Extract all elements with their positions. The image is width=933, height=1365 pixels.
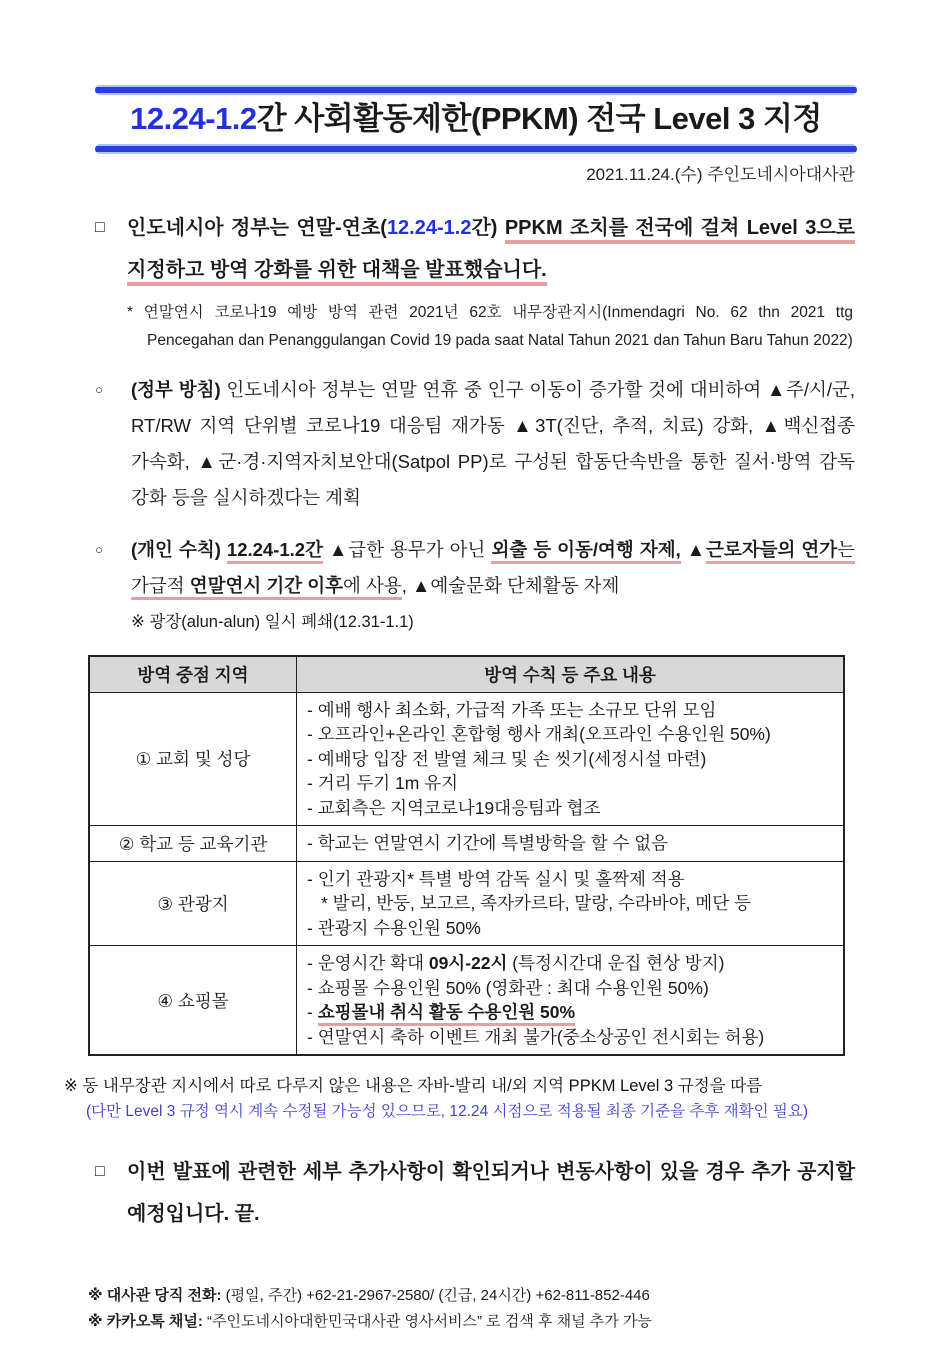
personal-rules-underline-2: 에 사용 xyxy=(343,575,402,600)
title-bottom-rule xyxy=(95,144,857,154)
rule-line: - 예배당 입장 전 발열 체크 및 손 씻기(세정시설 마련) xyxy=(307,748,707,769)
rules-cell xyxy=(297,826,845,862)
area-cell: ② 학교 등 교육기관 xyxy=(89,826,297,862)
rule-line xyxy=(307,1000,833,1025)
rule-line: - 예배 행사 최소화, 가급적 가족 또는 소규모 단위 모임 xyxy=(307,699,717,720)
area-cell: ④ 쇼핑몰 xyxy=(89,946,297,1056)
closing-paragraph xyxy=(95,1151,855,1235)
area-cell: ① 교회 및 성당 xyxy=(89,692,297,826)
rule-line: - 거리 두기 1m 유지 xyxy=(307,773,459,794)
rule-line: - 쇼핑몰 수용인원 50% (영화관 : 최대 수용인원 50%) xyxy=(307,977,709,998)
table-header xyxy=(89,656,844,693)
intro-text-2: 간) xyxy=(471,216,505,239)
header-area-column: 방역 중점 지역 xyxy=(89,656,297,693)
closing-text: 이번 발표에 관련한 세부 추가사항이 확인되거나 변동사항이 있을 경우 추가 공지할 예정입니다. 끝. xyxy=(127,1160,855,1225)
rules-cell xyxy=(297,692,845,826)
intro-text-1: 인도네시아 정부는 연말-연초( xyxy=(127,216,387,239)
square-bullet-icon: □ xyxy=(95,1162,105,1180)
rule-subline: * 발리, 반둥, 보고르, 족자카르타, 말랑, 수라바야, 메단 등 xyxy=(321,893,751,914)
rule-line: - 연말연시 축하 이벤트 개최 불가(중소상공인 전시회는 허용) xyxy=(307,1026,765,1047)
rule-line: - 교회측은 지역코로나19대응팀과 협조 xyxy=(307,797,601,818)
scope-note xyxy=(64,1074,893,1124)
quarantine-rules-table xyxy=(88,655,845,1057)
rule-line xyxy=(307,951,833,976)
decree-footnote: * 연말연시 코로나19 예방 방역 관련 2021년 62호 내무장관지시(Inmendagri No. 62 thn 2021 ttg Pencegahan dan Penanggulangan Covid 19 pada saat Natal Tahun 2021 dan Tahun Baru Tahun 2022) xyxy=(127,303,853,350)
gov-policy-label: (정부 방침) xyxy=(131,379,221,401)
document-page xyxy=(0,85,933,1365)
title-block xyxy=(95,85,857,154)
personal-rules-underline-1: 는 가급적 xyxy=(131,539,855,600)
personal-rules-text-3: , ▲예술문화 단체활동 자제 xyxy=(401,575,620,597)
personal-rules-label: (개인 수칙) xyxy=(131,539,227,561)
intro-underlined-statement: PPKM 조치를 전국에 걸쳐 Level 3으로 지정하고 방역 강화를 위한 대책을 발표했습니다. xyxy=(127,217,855,286)
circle-bullet-icon: ○ xyxy=(95,382,103,398)
table-row-shopping-malls xyxy=(89,946,844,1056)
rule-line: - 인기 관광지* 특별 방역 감독 실시 및 홀짝제 적용 xyxy=(307,868,685,889)
contact-footer xyxy=(88,1283,873,1336)
duty-phone-value: (평일, 주간) +62-21-2967-2580/ (긴급, 24시간) +62-811-852-446 xyxy=(221,1286,650,1304)
page-title xyxy=(95,100,857,139)
area-cell: ③ 관광지 xyxy=(89,861,297,946)
kakao-channel-value: “주인도네시아대한민국대사관 영사서비스” 로 검색 후 채널 추가 가능 xyxy=(202,1312,652,1330)
kakao-channel-line xyxy=(88,1309,873,1335)
personal-rules-highlight-1: 외출 등 이동/여행 자제, xyxy=(491,539,680,564)
rule-bold-hours: 09시-22시 xyxy=(428,953,508,974)
intro-paragraph xyxy=(95,207,855,291)
square-closure-note: ※ 광장(alun-alun) 일시 폐쇄(12.31-1.1) xyxy=(131,613,414,632)
title-text: 간 사회활동제한(PPKM) 전국 Level 3 지정 xyxy=(256,101,822,136)
personal-rules-highlight-3: 연말연시 기간 이후 xyxy=(190,575,343,600)
table-row-churches xyxy=(89,692,844,826)
duty-phone-label: ※ 대사관 당직 전화: xyxy=(88,1286,222,1304)
title-date-range: 12.24-1.2 xyxy=(130,101,257,136)
personal-rules-text-1: ▲급한 용무가 아닌 xyxy=(322,539,492,561)
header-rules-column: 방역 수칙 등 주요 내용 xyxy=(297,656,845,693)
kakao-channel-label: ※ 카카오톡 채널: xyxy=(88,1312,203,1330)
scope-note-main: ※ 동 내무장관 지시에서 따로 다루지 않은 내용은 자바-발리 내/외 지역 PPKM Level 3 규정을 따름 xyxy=(64,1077,763,1096)
duty-phone-line xyxy=(88,1283,873,1309)
date-author-line: 2021.11.24.(수) 주인도네시아대사관 xyxy=(586,164,855,184)
square-bullet-icon: □ xyxy=(95,218,105,236)
rule-line: - 관광지 수용인원 50% xyxy=(307,917,481,938)
rule-line: - 학교는 연말연시 기간에 특별방학을 할 수 없음 xyxy=(307,833,669,854)
table-row-tourist-sites xyxy=(89,861,844,946)
table-row-schools xyxy=(89,826,844,862)
title-top-rule xyxy=(95,85,857,95)
intro-date-range: 12.24-1.2 xyxy=(386,216,472,239)
rule-text: - xyxy=(307,1002,318,1023)
gov-policy-body: 인도네시아 정부는 연말 연휴 중 인구 이동이 증가할 것에 대비하여 ▲주/시/군, RT/RW 지역 단위별 코로나19 대응팀 재가동 ▲3T(진단, 추적, 치료) 강화, ▲백신접종 가속화, ▲군·경·지역자치보안대(Satpol PP)로 구성된 합동단속반을 통한 질서·방역 감독 강화 등을 실시하겠다는 계획 xyxy=(131,379,856,509)
rule-line: - 오프라인+온라인 혼합형 행사 개최(오프라인 수용인원 50%) xyxy=(307,724,771,745)
personal-rules-highlight-2: 근로자들의 연가 xyxy=(706,539,837,564)
personal-rules-text-2: ▲ xyxy=(680,539,706,561)
personal-rules-paragraph xyxy=(95,532,855,638)
rules-cell xyxy=(297,861,845,946)
table-header-row xyxy=(89,656,844,693)
rule-text: - 운영시간 확대 xyxy=(307,953,429,974)
circle-bullet-icon: ○ xyxy=(95,542,103,558)
personal-rules-period: 12.24-1.2간 xyxy=(227,539,323,564)
scope-note-caveat: (다만 Level 3 규정 역시 계속 수정될 가능성 있으므로, 12.24 시점으로 적용될 최종 기준을 추후 재확인 필요) xyxy=(86,1102,808,1120)
gov-policy-paragraph xyxy=(95,372,855,516)
rule-bold-underlined: 쇼핑몰내 취식 활동 수용인원 50% xyxy=(318,1002,575,1026)
rules-cell xyxy=(297,946,845,1056)
rule-text: (특정시간대 운집 현상 방지) xyxy=(507,953,725,974)
